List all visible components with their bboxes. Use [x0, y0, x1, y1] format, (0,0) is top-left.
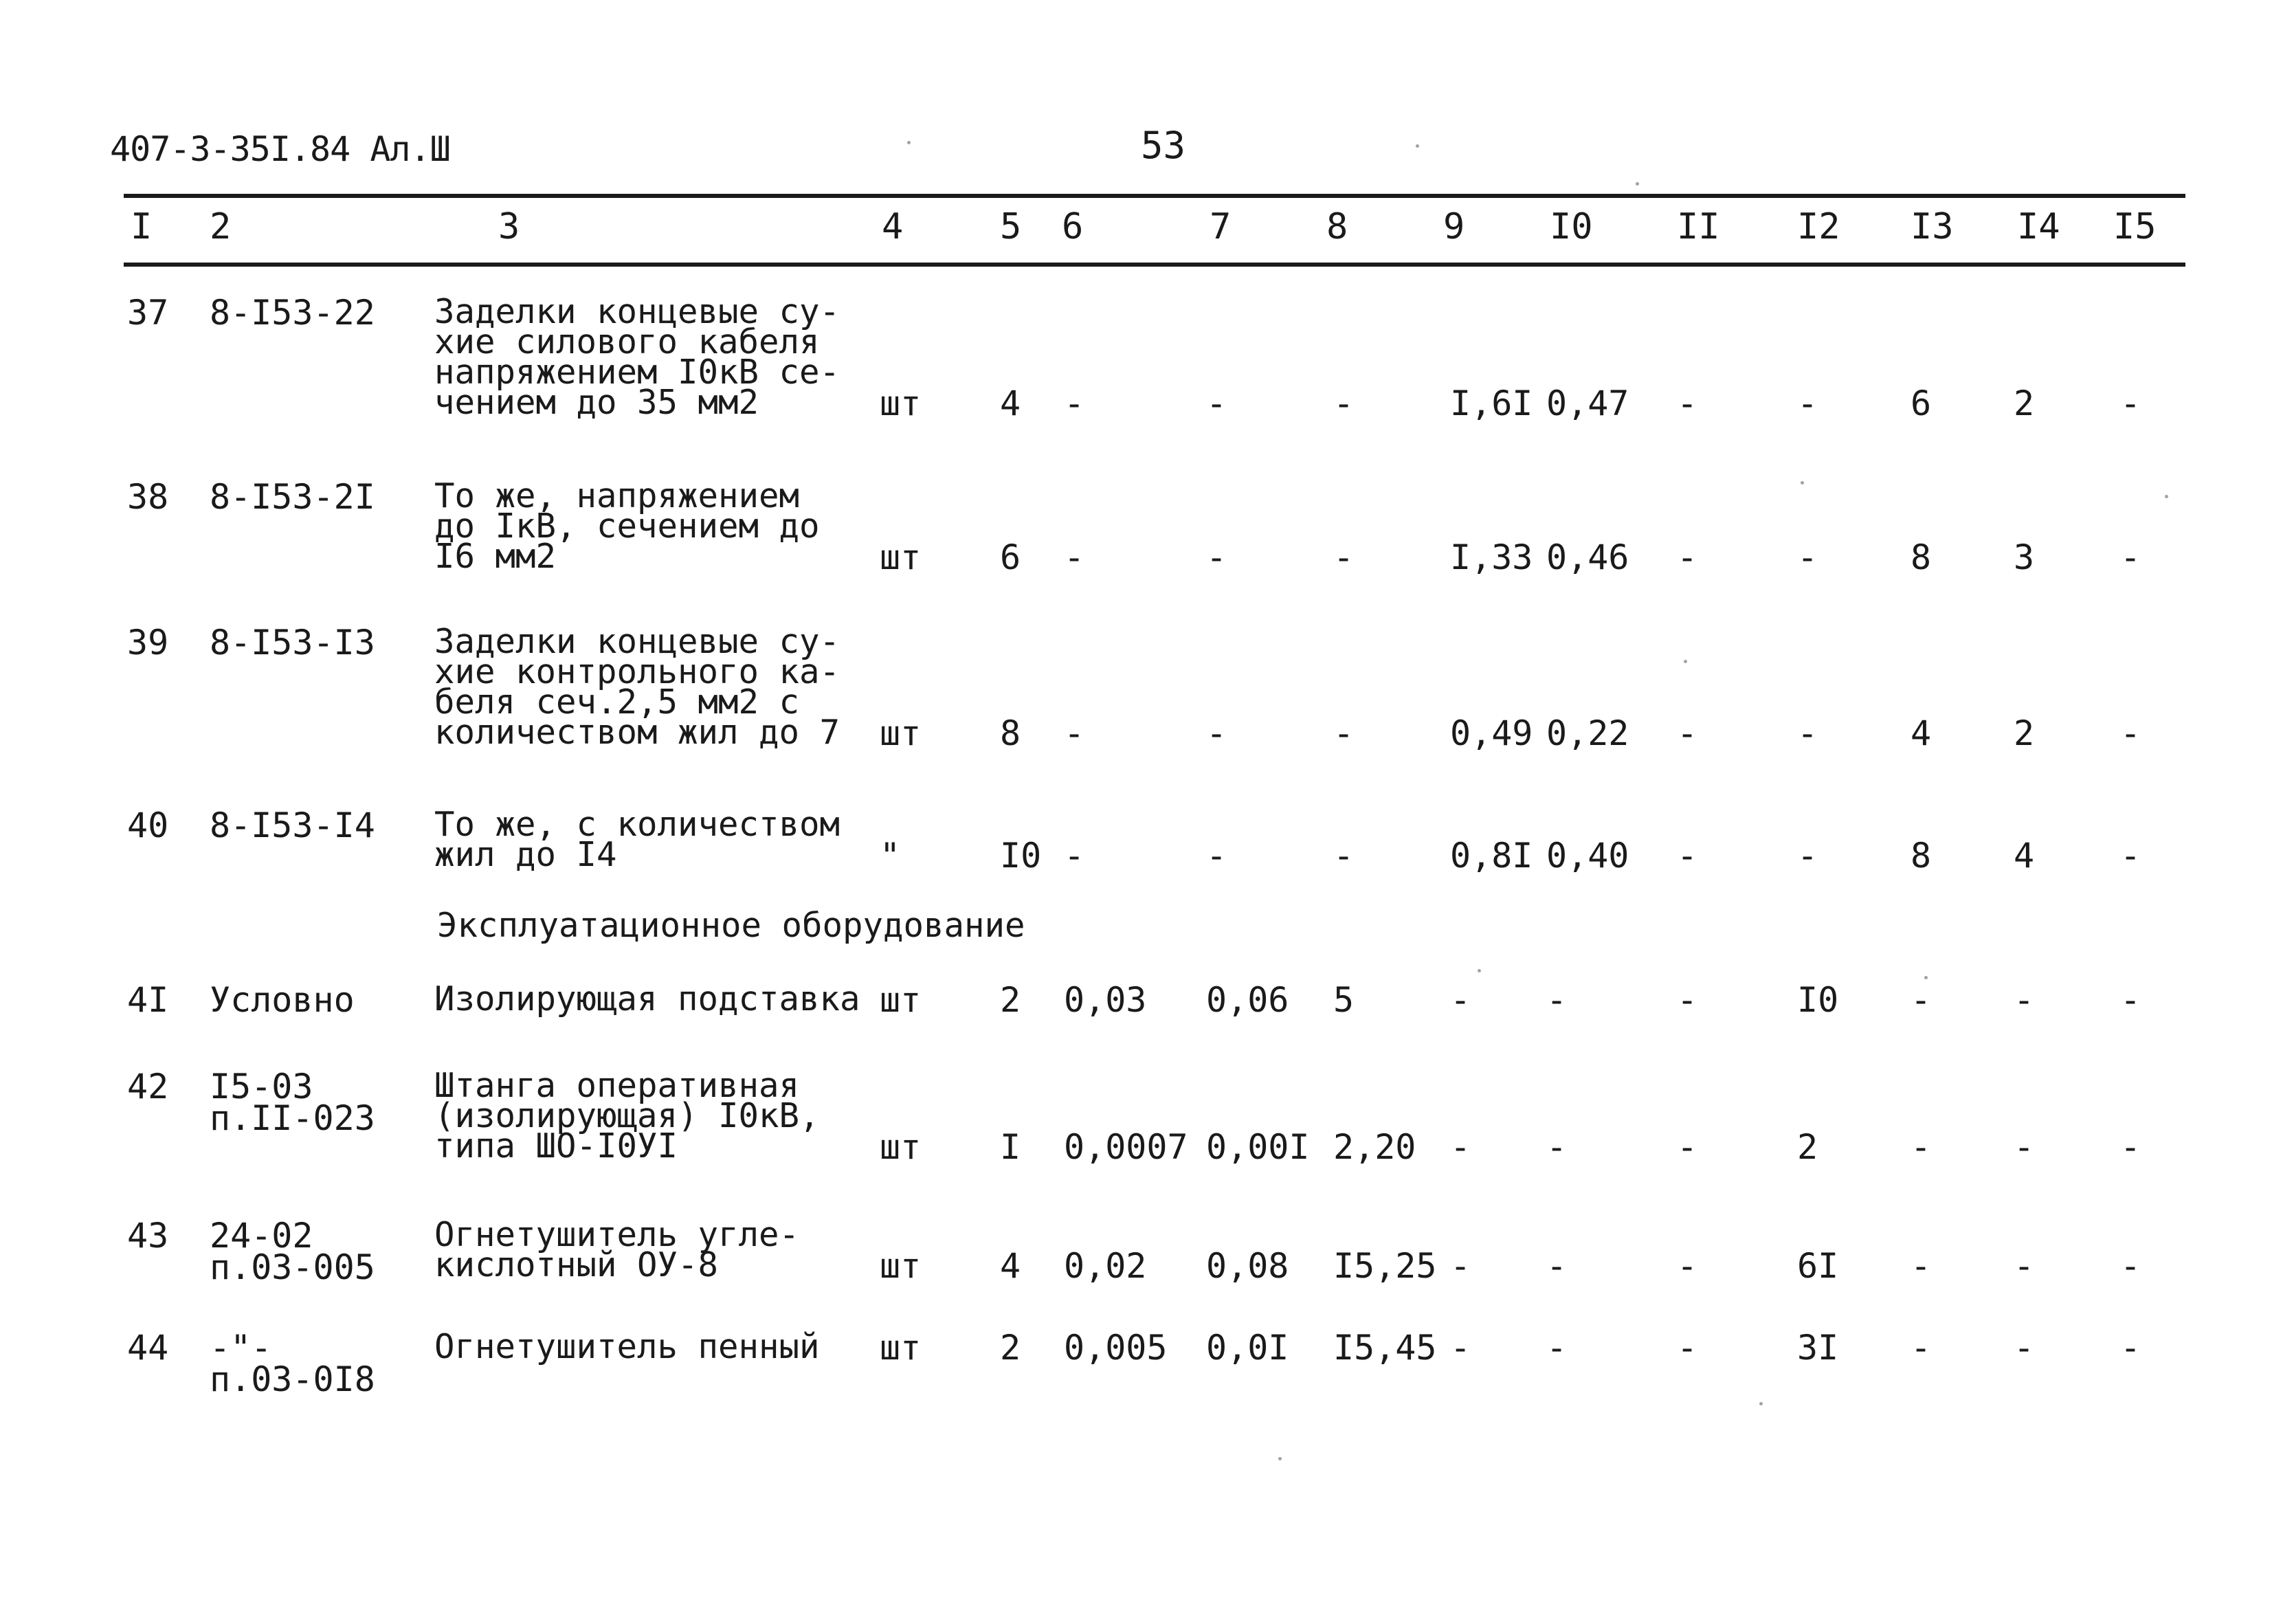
- cell-col-1: 44: [127, 1328, 169, 1368]
- cell-col-8: -: [1333, 383, 1355, 423]
- cell-col-15: -: [2120, 1246, 2141, 1286]
- cell-col-7: -: [1206, 836, 1227, 876]
- cell-col-7: 0,08: [1206, 1246, 1289, 1286]
- cell-col-8: 2,20: [1333, 1127, 1416, 1167]
- column-header-4: 4: [882, 206, 904, 247]
- cell-col-6: -: [1064, 383, 1085, 423]
- page-number: 53: [1141, 124, 1186, 167]
- cell-col-3: То же, напряжением до IкВ, сечением до I6 мм2: [434, 476, 820, 576]
- cell-col-8: -: [1333, 836, 1355, 876]
- cell-col-11: -: [1677, 713, 1698, 753]
- cell-col-11: -: [1677, 1328, 1698, 1368]
- cell-col-9: -: [1450, 1246, 1471, 1286]
- cell-col-5: I: [1000, 1127, 1021, 1167]
- cell-col-14: 3: [2014, 537, 2035, 577]
- cell-col-4: шт: [880, 980, 922, 1020]
- cell-col-9: 0,8I: [1450, 836, 1533, 876]
- cell-col-1: 40: [127, 805, 169, 845]
- cell-col-14: -: [2014, 1246, 2035, 1286]
- cell-col-15: -: [2120, 713, 2141, 753]
- column-header-12: I2: [1797, 206, 1840, 247]
- cell-col-4: шт: [880, 1328, 922, 1368]
- cell-col-15: -: [2120, 1127, 2141, 1167]
- cell-col-9: 0,49: [1450, 713, 1533, 753]
- cell-col-8: 5: [1333, 980, 1355, 1020]
- cell-col-13: -: [1911, 1127, 1932, 1167]
- cell-col-12: 3I: [1797, 1328, 1839, 1368]
- cell-col-3: То же, с количеством жил до I4: [434, 805, 840, 874]
- scan-speck: [1636, 182, 1639, 186]
- cell-col-12: 6I: [1797, 1246, 1839, 1286]
- cell-col-2: I5-03 п.II-023: [210, 1067, 375, 1138]
- cell-col-5: 4: [1000, 383, 1021, 423]
- cell-col-14: -: [2014, 1328, 2035, 1368]
- cell-col-11: -: [1677, 980, 1698, 1020]
- cell-col-11: -: [1677, 1246, 1698, 1286]
- cell-col-2: 8-I53-2I: [210, 477, 375, 517]
- cell-col-5: 2: [1000, 980, 1021, 1020]
- column-header-11: II: [1677, 206, 1720, 247]
- cell-col-12: -: [1797, 836, 1818, 876]
- cell-col-15: -: [2120, 383, 2141, 423]
- column-header-6: 6: [1062, 206, 1084, 247]
- cell-col-9: I,6I: [1450, 383, 1533, 423]
- cell-col-15: -: [2120, 1328, 2141, 1368]
- cell-col-1: 39: [127, 623, 169, 663]
- column-header-5: 5: [1000, 206, 1022, 247]
- cell-col-6: 0,0007: [1064, 1127, 1188, 1167]
- cell-col-10: -: [1546, 1246, 1568, 1286]
- cell-col-2: Условно: [210, 980, 355, 1020]
- cell-col-4: шт: [880, 537, 922, 577]
- cell-col-2: -"- п.03-0I8: [210, 1328, 375, 1399]
- cell-col-13: 8: [1911, 836, 1932, 876]
- column-header-9: 9: [1443, 206, 1465, 247]
- column-header-7: 7: [1210, 206, 1232, 247]
- cell-col-12: I0: [1797, 980, 1839, 1020]
- cell-col-7: 0,06: [1206, 980, 1289, 1020]
- cell-col-10: -: [1546, 1127, 1568, 1167]
- cell-col-5: 4: [1000, 1246, 1021, 1286]
- column-header-8: 8: [1326, 206, 1348, 247]
- cell-col-6: 0,03: [1064, 980, 1147, 1020]
- cell-col-10: 0,22: [1546, 713, 1629, 753]
- cell-col-3: Штанга оперативная (изолирующая) I0кВ, типа ШО-I0УI: [434, 1066, 820, 1166]
- document-code: 407-3-35I.84 Ал.Ш: [110, 129, 450, 169]
- cell-col-6: 0,005: [1064, 1328, 1168, 1368]
- cell-col-10: -: [1546, 1328, 1568, 1368]
- column-header-2: 2: [210, 206, 232, 247]
- cell-col-4: шт: [880, 1246, 922, 1286]
- cell-col-2: 24-02 п.03-005: [210, 1216, 375, 1287]
- column-header-3: 3: [498, 206, 520, 247]
- scan-speck: [907, 141, 911, 144]
- cell-col-1: 43: [127, 1216, 169, 1256]
- cell-col-14: -: [2014, 1127, 2035, 1167]
- cell-col-4: шт: [880, 1127, 922, 1167]
- cell-col-3: Огнетушитель угле- кислотный ОУ-8: [434, 1215, 800, 1284]
- scan-speck: [1759, 1402, 1763, 1405]
- column-header-10: I0: [1550, 206, 1593, 247]
- cell-col-3: Изолирующая подставка: [434, 979, 860, 1019]
- cell-col-11: -: [1677, 537, 1698, 577]
- cell-col-14: 4: [2014, 836, 2035, 876]
- scan-speck: [1478, 969, 1481, 972]
- scan-speck: [2165, 495, 2168, 498]
- cell-col-12: 2: [1797, 1127, 1818, 1167]
- cell-col-2: 8-I53-I4: [210, 805, 375, 845]
- cell-col-4: ": [880, 836, 901, 876]
- cell-col-11: -: [1677, 836, 1698, 876]
- cell-col-7: -: [1206, 713, 1227, 753]
- cell-col-11: -: [1677, 1127, 1698, 1167]
- scan-speck: [1924, 976, 1928, 979]
- cell-col-7: -: [1206, 537, 1227, 577]
- cell-col-15: -: [2120, 836, 2141, 876]
- cell-col-5: 2: [1000, 1328, 1021, 1368]
- cell-col-8: -: [1333, 713, 1355, 753]
- column-header-14: I4: [2017, 206, 2060, 247]
- cell-col-14: -: [2014, 980, 2035, 1020]
- scan-speck: [1801, 481, 1804, 485]
- cell-col-12: -: [1797, 537, 1818, 577]
- cell-col-10: 0,46: [1546, 537, 1629, 577]
- column-header-13: I3: [1911, 206, 1954, 247]
- cell-col-12: -: [1797, 383, 1818, 423]
- scan-speck: [1684, 660, 1687, 663]
- cell-col-8: -: [1333, 537, 1355, 577]
- cell-col-3: Огнетушитель пенный: [434, 1327, 820, 1366]
- cell-col-4: шт: [880, 383, 922, 423]
- table-top-rule: [124, 194, 2185, 198]
- section-title: Эксплуатационное оборудование: [437, 906, 1025, 945]
- scan-speck: [1278, 1457, 1282, 1460]
- cell-col-6: 0,02: [1064, 1246, 1147, 1286]
- cell-col-15: -: [2120, 980, 2141, 1020]
- cell-col-5: 6: [1000, 537, 1021, 577]
- cell-col-12: -: [1797, 713, 1818, 753]
- cell-col-11: -: [1677, 383, 1698, 423]
- header-bottom-rule: [124, 263, 2185, 267]
- scan-speck: [1416, 144, 1419, 148]
- cell-col-9: -: [1450, 1127, 1471, 1167]
- column-header-1: I: [131, 206, 153, 247]
- cell-col-13: -: [1911, 1328, 1932, 1368]
- cell-col-13: 8: [1911, 537, 1932, 577]
- cell-col-7: 0,0I: [1206, 1328, 1289, 1368]
- cell-col-8: I5,45: [1333, 1328, 1437, 1368]
- cell-col-8: I5,25: [1333, 1246, 1437, 1286]
- cell-col-1: 4I: [127, 980, 169, 1020]
- cell-col-9: -: [1450, 1328, 1471, 1368]
- cell-col-5: 8: [1000, 713, 1021, 753]
- cell-col-10: -: [1546, 980, 1568, 1020]
- cell-col-2: 8-I53-I3: [210, 623, 375, 663]
- cell-col-5: I0: [1000, 836, 1042, 876]
- column-header-15: I5: [2113, 206, 2157, 247]
- cell-col-14: 2: [2014, 383, 2035, 423]
- cell-col-9: -: [1450, 980, 1471, 1020]
- cell-col-10: 0,47: [1546, 383, 1629, 423]
- cell-col-7: 0,00I: [1206, 1127, 1310, 1167]
- cell-col-6: -: [1064, 713, 1085, 753]
- cell-col-6: -: [1064, 836, 1085, 876]
- cell-col-1: 38: [127, 477, 169, 517]
- cell-col-7: -: [1206, 383, 1227, 423]
- cell-col-14: 2: [2014, 713, 2035, 753]
- cell-col-4: шт: [880, 713, 922, 753]
- cell-col-15: -: [2120, 537, 2141, 577]
- cell-col-1: 37: [127, 293, 169, 333]
- cell-col-1: 42: [127, 1067, 169, 1106]
- cell-col-10: 0,40: [1546, 836, 1629, 876]
- cell-col-13: -: [1911, 1246, 1932, 1286]
- cell-col-13: 4: [1911, 713, 1932, 753]
- cell-col-3: Заделки концевые су- хие силового кабеля напряжением I0кВ се- чением до 35 мм2: [434, 292, 840, 422]
- cell-col-3: Заделки концевые су- хие контрольного ка- беля сеч.2,5 мм2 с количеством жил до 7: [434, 622, 840, 752]
- cell-col-6: -: [1064, 537, 1085, 577]
- cell-col-13: -: [1911, 980, 1932, 1020]
- cell-col-2: 8-I53-22: [210, 293, 375, 333]
- cell-col-9: I,33: [1450, 537, 1533, 577]
- cell-col-13: 6: [1911, 383, 1932, 423]
